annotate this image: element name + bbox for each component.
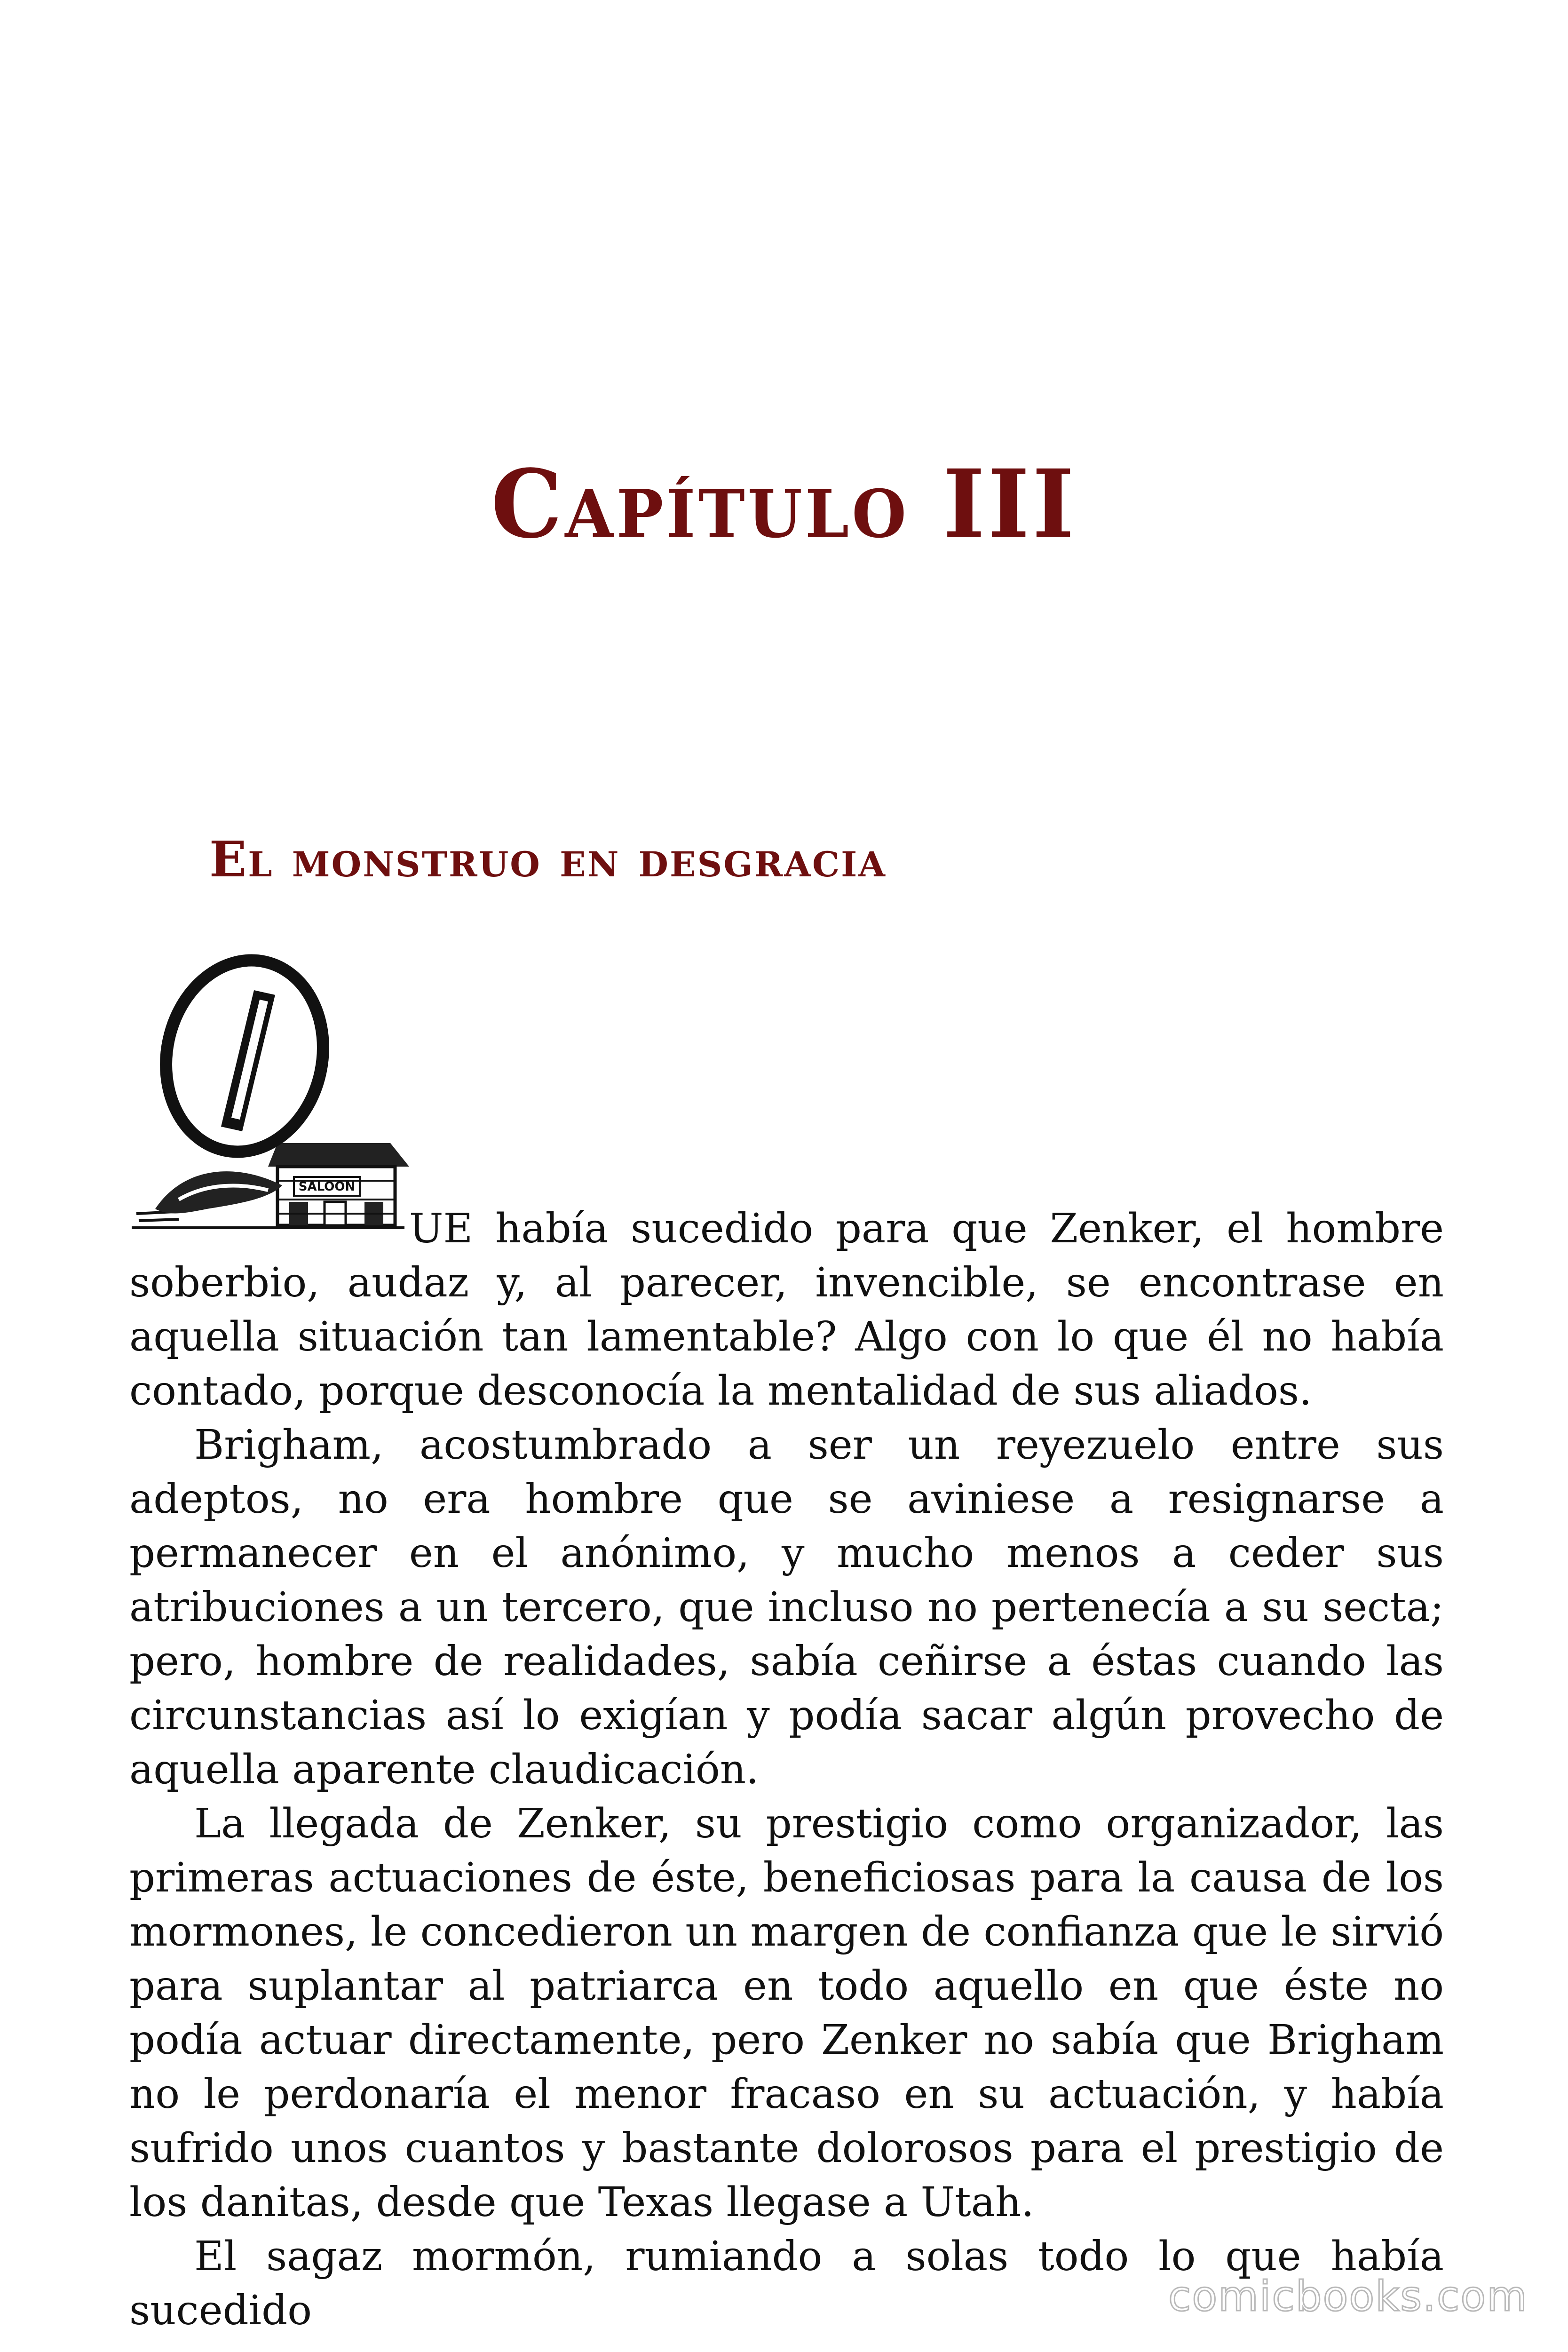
svg-text:SALOON: SALOON: [298, 1180, 356, 1194]
paragraph-1: [129, 1202, 1444, 1418]
paragraph-1-rest: soberbio, audaz y, al parecer, invencible, se encontrase en aquella situación tan lamentable? Algo con lo que él no había contado, porque desconocía la mentalidad de sus aliados.: [129, 1259, 1444, 1414]
dropcap-q-illustration: [127, 946, 409, 1247]
section-title: El monstruo en desgracia: [209, 830, 887, 888]
paragraph-1-first-line: UE había sucedido para que Zenker, el hombre: [409, 1205, 1444, 1252]
paragraph-3: La llegada de Zenker, su prestigio como organizador, las primeras actuaciones de éste, beneficiosas para la causa de los mormones, le concedieron un margen de confianza que le sirvió para suplantar al patriarca en todo aquello en que éste no podía actuar directamente, pero Zenker no sabía que Brigham no le perdonaría el menor fracaso en su actuación, y había sufrido unos cuantos y bastante dolorosos para el prestigio de los danitas, desde que Texas llegase a Utah.: [129, 1800, 1444, 2226]
watermark: comicbooks.com: [1168, 2272, 1528, 2320]
body-text: [129, 1202, 1444, 2338]
paragraph-2: Brigham, acostumbrado a ser un reyezuelo entre sus adeptos, no era hombre que se aviniese a resignarse a permanecer en el anónimo, y mucho menos a ceder sus atribuciones a un tercero, que incluso no pertenecía a su secta; pero, hombre de realidades, sabía ceñirse a éstas cuando las circunstancias así lo exigían y podía sacar algún provecho de aquella aparente claudicación.: [129, 1422, 1444, 1793]
chapter-title: Capítulo III: [491, 449, 1077, 559]
paragraph-4: El sagaz mormón, rumiando a solas todo lo que había sucedido: [129, 2233, 1444, 2334]
